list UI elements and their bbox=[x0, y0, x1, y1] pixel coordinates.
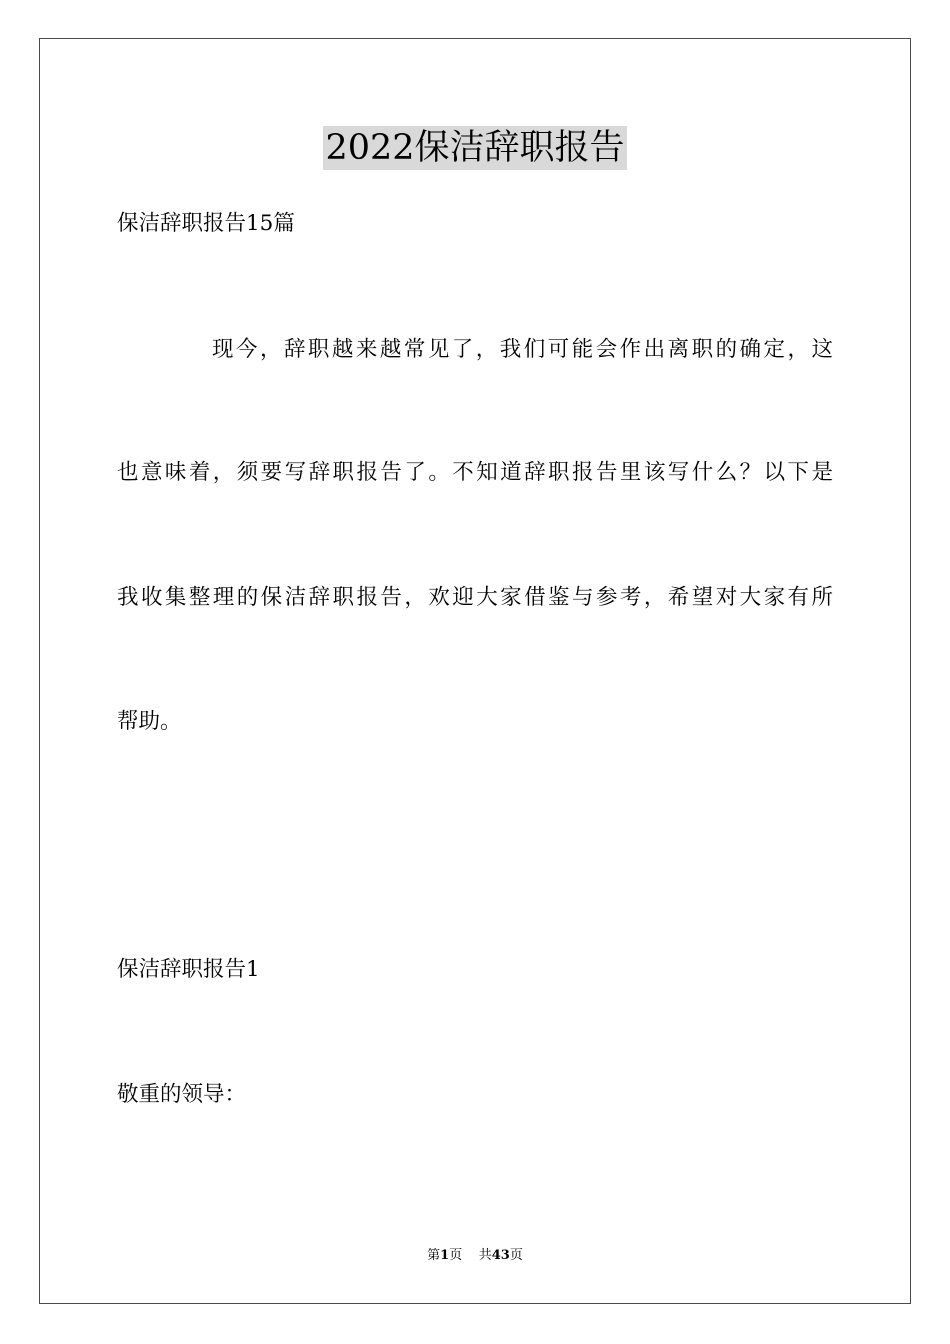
footer-page-suffix: 页 bbox=[449, 1248, 463, 1263]
footer-total-prefix: 共 bbox=[478, 1248, 492, 1263]
section-heading: 保洁辞职报告1 bbox=[117, 957, 260, 982]
intro-paragraph-line-2: 也意味着，须要写辞职报告了。不知道辞职报告里该写什么？以下是 bbox=[117, 460, 833, 485]
document-title bbox=[0, 124, 950, 172]
footer-page-number: 1 bbox=[440, 1248, 450, 1263]
intro-paragraph-line-1: 现今，辞职越来越常见了，我们可能会作出离职的确定，这 bbox=[212, 337, 833, 362]
document-title-text: 2022保洁辞职报告 bbox=[325, 128, 625, 168]
page-footer bbox=[0, 1247, 950, 1265]
footer-total-suffix: 页 bbox=[509, 1248, 523, 1263]
intro-paragraph-line-4: 帮助。 bbox=[117, 709, 182, 734]
footer-page-prefix: 第 bbox=[427, 1248, 441, 1263]
footer-total-pages: 43 bbox=[491, 1248, 510, 1263]
intro-paragraph-line-3: 我收集整理的保洁辞职报告，欢迎大家借鉴与参考，希望对大家有所 bbox=[117, 585, 833, 610]
document-subtitle: 保洁辞职报告15篇 bbox=[117, 211, 295, 236]
letter-salutation: 敬重的领导： bbox=[117, 1082, 247, 1107]
